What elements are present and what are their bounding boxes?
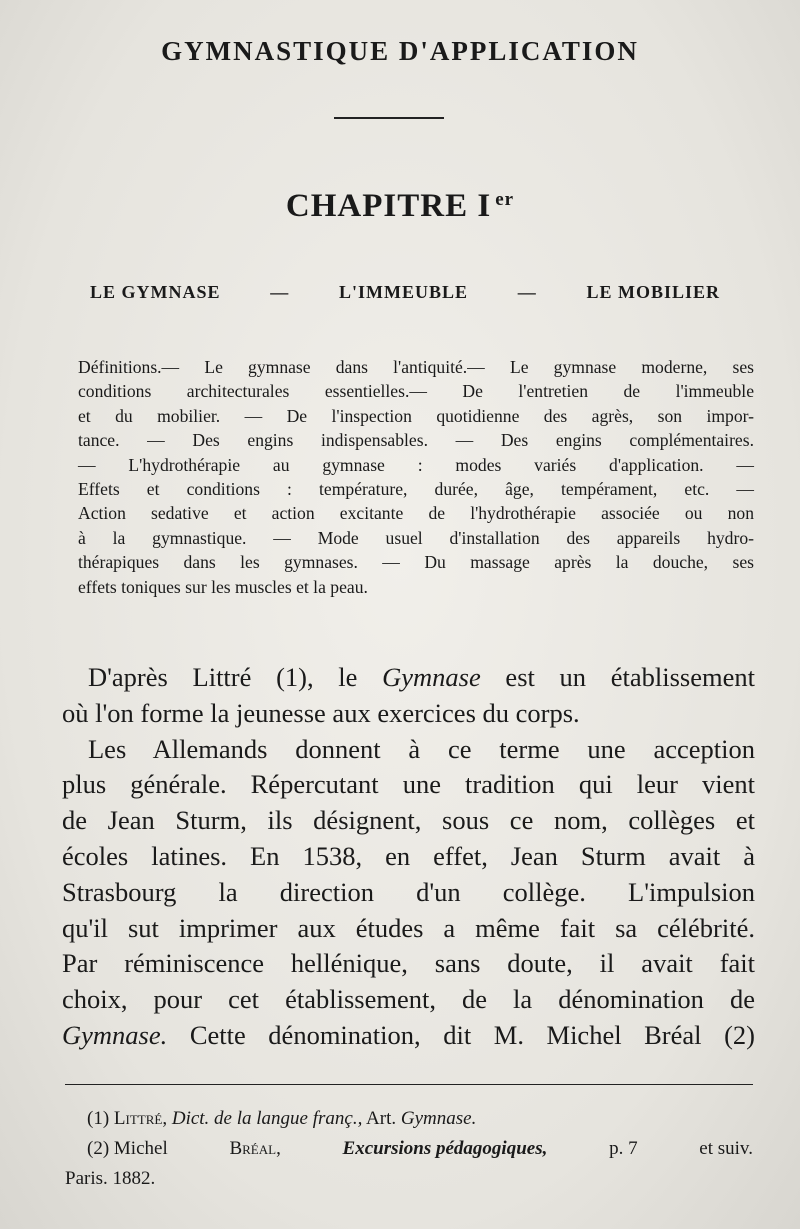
chapter-word: CHAPITRE — [285, 188, 469, 224]
gymnase-term: Gymnase. — [62, 1019, 168, 1050]
body-line: qu'il sut imprimer aux études a même fait sa célébrité. — [62, 912, 755, 943]
footnote-marker: (1) — [87, 1108, 110, 1129]
footnote-title: Excursions pédagogiques, — [342, 1138, 548, 1159]
subtitle-part-2: L'IMMEUBLE — [338, 282, 468, 302]
footnote-rule — [65, 1084, 753, 1085]
head-rule — [334, 117, 444, 119]
body-line: Strasbourg la direction d'un collège. L'impulsion — [62, 876, 755, 907]
body-line: Les Allemands donnent à ce terme une acception — [88, 733, 755, 764]
summary-line: conditions architecturales essentielles.— De l'entretien de l'immeuble — [78, 381, 754, 402]
footnote-1 — [65, 1104, 753, 1134]
footnotes — [65, 1104, 753, 1194]
body-line — [62, 660, 755, 696]
footnote-2 — [65, 1134, 753, 1164]
footnote-2-continued: Paris. 1882. — [65, 1168, 156, 1189]
chapter-summary — [78, 355, 754, 599]
summary-line: tance. — Des engins indispensables. — Des engins complémentaires. — [78, 430, 754, 451]
subtitle-sep-2: — — [517, 282, 537, 302]
subtitle-part-3: LE MOBILIER — [586, 282, 720, 302]
body-text — [62, 660, 755, 1054]
body-line: où l'on forme la jeunesse aux exercices du corps. — [62, 697, 580, 728]
summary-line: Action sedative et action excitante de l'hydrothérapie associée ou non — [78, 503, 754, 524]
body-line: Par réminiscence hellénique, sans doute, il avait fait — [62, 948, 755, 979]
footnote-article: Gymnase. — [400, 1108, 477, 1129]
body-line: plus générale. Répercutant une tradition qui leur vient — [62, 769, 755, 800]
running-head: GYMNASTIQUE D'APPLICATION — [161, 36, 639, 66]
footnote-title: Dict. de la langue franç., — [171, 1108, 363, 1129]
summary-line: — L'hydrothérapie au gymnase : modes variés d'application. — — [78, 454, 754, 475]
body-span: est un établissement — [480, 662, 755, 692]
summary-line: thérapiques dans les gymnases. — Du massage après la douche, ses — [78, 552, 754, 573]
footnote-page: p. 7 — [609, 1138, 638, 1159]
summary-line: à la gymnastique. — Mode usuel d'installation des appareils hydro- — [78, 527, 754, 548]
chapter-title — [0, 188, 800, 225]
subtitle-sep-1: — — [270, 282, 290, 302]
chapter-suffix: er — [495, 189, 515, 210]
body-line — [62, 1018, 755, 1054]
gymnase-term: Gymnase — [382, 662, 481, 692]
footnote-author: Bréal, — [229, 1138, 281, 1159]
body-span: Cette dénomination, dit M. Michel Bréal (2) — [167, 1019, 755, 1050]
body-line: de Jean Sturm, ils désignent, sous ce nom, collèges et — [62, 805, 755, 836]
body-span: D'après Littré (1), le — [88, 662, 383, 692]
subtitle-part-1: LE GYMNASE — [90, 282, 221, 302]
summary-line: Définitions.— Le gymnase dans l'antiquité.— Le gymnase moderne, ses — [78, 357, 754, 377]
summary-line: et du mobilier. — De l'inspection quotidienne des agrès, son impor- — [78, 405, 754, 426]
body-line: écoles latines. En 1538, en effet, Jean Sturm avait à — [62, 840, 755, 871]
footnote-text: et suiv. — [699, 1138, 753, 1159]
footnote-text: Art. — [366, 1108, 397, 1129]
chapter-numeral: I — [477, 188, 492, 224]
body-line: choix, pour cet établissement, de la dénomination de — [62, 984, 755, 1015]
summary-line: effets toniques sur les muscles et la peau. — [78, 576, 368, 597]
footnote-author: Littré, — [113, 1108, 168, 1129]
chapter-subtitle — [90, 282, 720, 303]
summary-line: Effets et conditions : température, durée, âge, tempérament, etc. — — [78, 479, 754, 500]
footnote-marker: (2) Michel — [87, 1138, 168, 1159]
